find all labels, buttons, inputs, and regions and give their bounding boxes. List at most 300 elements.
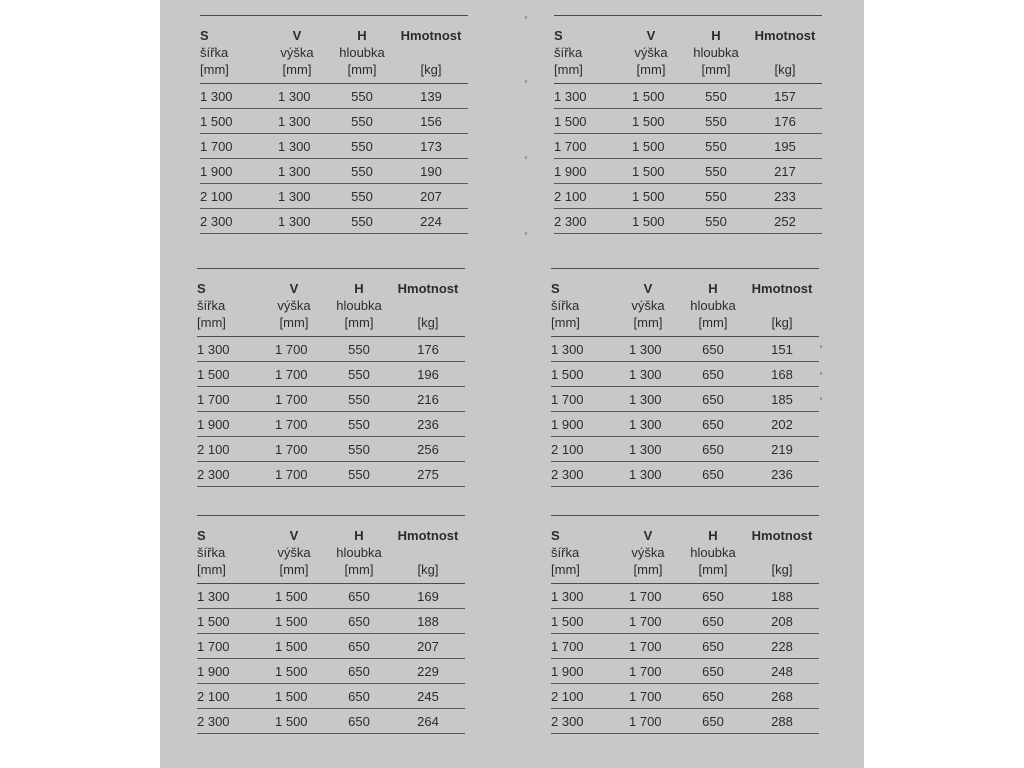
header-unit: [mm] — [633, 315, 663, 330]
table-cell: 650 — [348, 689, 370, 704]
table-row — [197, 362, 465, 387]
table-cell: 1 700 — [275, 417, 308, 432]
table-top-rule — [197, 268, 465, 269]
table-top-rule — [551, 268, 819, 269]
header-cell — [197, 527, 267, 578]
table-cell: 1 300 — [551, 342, 584, 357]
header-cell — [686, 27, 746, 78]
table-row — [197, 462, 465, 487]
row-rule — [197, 486, 465, 487]
table-cell: 1 500 — [632, 139, 665, 154]
table-cell: 650 — [702, 639, 724, 654]
header-name: hloubka — [690, 545, 736, 560]
table-row — [551, 609, 819, 634]
table-cell: 1 700 — [554, 139, 587, 154]
header-cell — [629, 280, 667, 331]
table-cell: 550 — [348, 442, 370, 457]
header-name: šířka — [197, 298, 226, 313]
gutter-mark — [820, 397, 822, 400]
table-cell: 176 — [774, 114, 796, 129]
table-cell: 264 — [417, 714, 439, 729]
header-cell — [747, 280, 817, 331]
table-cell: 2 300 — [551, 467, 584, 482]
table-row — [554, 134, 822, 159]
table-cell: 1 500 — [632, 214, 665, 229]
table-cell: 1 500 — [197, 614, 230, 629]
table-cell: 1 500 — [632, 164, 665, 179]
table-cell: 1 900 — [197, 664, 230, 679]
table-cell: 1 300 — [629, 342, 662, 357]
table-cell: 208 — [771, 614, 793, 629]
table-cell: 1 700 — [275, 342, 308, 357]
header-abbr: H — [354, 528, 364, 543]
table-cell: 217 — [774, 164, 796, 179]
table-cell: 1 700 — [629, 589, 662, 604]
table-cell: 202 — [771, 417, 793, 432]
table-row — [551, 659, 819, 684]
table-cell: 2 300 — [554, 214, 587, 229]
table-header — [554, 27, 822, 85]
table-cell: 2 100 — [197, 442, 230, 457]
header-unit: [kg] — [417, 315, 439, 330]
header-unit: [mm] — [197, 562, 226, 577]
table-row — [551, 412, 819, 437]
table-cell: 1 900 — [197, 417, 230, 432]
table-cell: 252 — [774, 214, 796, 229]
header-unit: [mm] — [701, 62, 731, 77]
table-header — [197, 527, 465, 585]
header-abbr: Hmotnost — [400, 28, 462, 43]
header-abbr: Hmotnost — [397, 528, 459, 543]
row-rule — [554, 233, 822, 234]
table-cell: 1 300 — [551, 589, 584, 604]
table-cell: 2 100 — [197, 689, 230, 704]
header-abbr: S — [197, 281, 206, 296]
table-cell: 650 — [702, 467, 724, 482]
table-cell: 1 500 — [632, 189, 665, 204]
header-unit: [mm] — [347, 62, 377, 77]
header-abbr: V — [646, 28, 656, 43]
table-top-rule — [197, 515, 465, 516]
row-rule — [551, 733, 819, 734]
table-cell: 1 700 — [629, 689, 662, 704]
header-abbr: Hmotnost — [751, 528, 813, 543]
table-cell: 1 900 — [551, 664, 584, 679]
table-row — [551, 709, 819, 734]
header-cell — [332, 27, 392, 78]
row-rule — [551, 486, 819, 487]
table-cell: 1 300 — [278, 139, 311, 154]
table-row — [554, 184, 822, 209]
table-cell: 650 — [702, 342, 724, 357]
header-abbr: H — [708, 528, 718, 543]
header-abbr: Hmotnost — [754, 28, 816, 43]
header-name — [393, 544, 463, 561]
table-cell: 1 500 — [275, 689, 308, 704]
table-cell: 650 — [348, 664, 370, 679]
header-cell — [275, 280, 313, 331]
table-cell: 1 300 — [629, 467, 662, 482]
table-cell: 550 — [705, 89, 727, 104]
table-cell: 550 — [348, 367, 370, 382]
table-row — [551, 634, 819, 659]
header-abbr: V — [289, 281, 299, 296]
table-cell: 550 — [348, 467, 370, 482]
table-cell: 1 500 — [275, 714, 308, 729]
header-abbr: S — [200, 28, 209, 43]
table-cell: 650 — [702, 367, 724, 382]
table-cell: 1 500 — [200, 114, 233, 129]
table-cell: 1 700 — [629, 614, 662, 629]
header-cell — [747, 527, 817, 578]
table-cell: 650 — [702, 614, 724, 629]
header-cell — [329, 527, 389, 578]
table-cell: 1 300 — [554, 89, 587, 104]
table-cell: 650 — [348, 614, 370, 629]
table-cell: 268 — [771, 689, 793, 704]
header-name: hloubka — [336, 545, 382, 560]
table-cell: 228 — [771, 639, 793, 654]
table-cell: 650 — [702, 689, 724, 704]
table-cell: 236 — [771, 467, 793, 482]
table-row — [197, 412, 465, 437]
table-cell: 2 100 — [551, 689, 584, 704]
header-cell — [329, 280, 389, 331]
table-cell: 207 — [420, 189, 442, 204]
table-row — [197, 684, 465, 709]
gutter-mark — [820, 345, 822, 348]
header-cell — [200, 27, 270, 78]
header-cell — [683, 280, 743, 331]
table-cell: 650 — [702, 442, 724, 457]
header-name — [393, 297, 463, 314]
header-unit: [mm] — [551, 562, 580, 577]
table-cell: 550 — [351, 139, 373, 154]
header-unit: [kg] — [771, 562, 793, 577]
header-cell — [554, 27, 624, 78]
table-cell: 229 — [417, 664, 439, 679]
header-name: výška — [277, 298, 311, 313]
header-name: hloubka — [339, 45, 385, 60]
table-cell: 1 300 — [278, 214, 311, 229]
table-cell: 195 — [774, 139, 796, 154]
header-unit: [mm] — [344, 315, 374, 330]
header-name: hloubka — [690, 298, 736, 313]
table-cell: 1 700 — [197, 639, 230, 654]
header-abbr: V — [289, 528, 299, 543]
gutter-mark — [525, 16, 527, 19]
header-cell — [278, 27, 316, 78]
table-row — [551, 584, 819, 609]
gutter-mark — [820, 372, 822, 375]
header-name: šířka — [551, 298, 580, 313]
table-cell: 1 500 — [275, 614, 308, 629]
table-cell: 1 500 — [554, 114, 587, 129]
table-cell: 151 — [771, 342, 793, 357]
table-top-rule — [551, 515, 819, 516]
table-row — [197, 709, 465, 734]
header-unit: [mm] — [200, 62, 229, 77]
table-row — [200, 209, 468, 234]
header-abbr: V — [292, 28, 302, 43]
table-cell: 1 500 — [632, 114, 665, 129]
table-cell: 550 — [351, 89, 373, 104]
table-cell: 550 — [705, 214, 727, 229]
gutter-mark — [525, 232, 527, 235]
header-unit: [mm] — [551, 315, 580, 330]
table-cell: 650 — [348, 639, 370, 654]
header-unit: [mm] — [197, 315, 226, 330]
header-name: šířka — [197, 545, 226, 560]
table-cell: 1 300 — [629, 367, 662, 382]
table-row — [554, 159, 822, 184]
table-cell: 550 — [351, 164, 373, 179]
header-unit: [kg] — [417, 562, 439, 577]
header-name: výška — [280, 45, 314, 60]
table-cell: 1 500 — [275, 664, 308, 679]
header-cell — [197, 280, 267, 331]
header-abbr: S — [551, 528, 560, 543]
table-cell: 550 — [351, 114, 373, 129]
table-cell: 2 300 — [197, 467, 230, 482]
table-cell: 1 300 — [200, 89, 233, 104]
table-cell: 2 100 — [554, 189, 587, 204]
table-cell: 1 500 — [632, 89, 665, 104]
header-cell — [632, 27, 670, 78]
header-abbr: V — [643, 281, 653, 296]
table-row — [200, 134, 468, 159]
table-cell: 650 — [702, 392, 724, 407]
table-row — [197, 609, 465, 634]
table-cell: 1 300 — [197, 589, 230, 604]
header-unit: [mm] — [282, 62, 312, 77]
table-cell: 1 900 — [554, 164, 587, 179]
table-cell: 1 700 — [629, 664, 662, 679]
header-cell — [629, 527, 667, 578]
table-row — [197, 387, 465, 412]
table-cell: 650 — [702, 589, 724, 604]
table-cell: 196 — [417, 367, 439, 382]
table-cell: 1 700 — [275, 392, 308, 407]
gutter-mark — [525, 156, 527, 159]
header-abbr: S — [554, 28, 563, 43]
header-name: hloubka — [336, 298, 382, 313]
header-cell — [683, 527, 743, 578]
table-cell: 245 — [417, 689, 439, 704]
table-cell: 219 — [771, 442, 793, 457]
table-cell: 1 900 — [200, 164, 233, 179]
table-cell: 1 300 — [629, 442, 662, 457]
header-name: výška — [277, 545, 311, 560]
table-cell: 1 700 — [197, 392, 230, 407]
table-row — [551, 462, 819, 487]
header-name — [747, 544, 817, 561]
table-row — [200, 159, 468, 184]
table-cell: 550 — [348, 417, 370, 432]
table-cell: 1 300 — [197, 342, 230, 357]
table-cell: 275 — [417, 467, 439, 482]
table-top-rule — [200, 15, 468, 16]
table-cell: 256 — [417, 442, 439, 457]
table-cell: 288 — [771, 714, 793, 729]
row-rule — [200, 233, 468, 234]
table-cell: 173 — [420, 139, 442, 154]
header-unit: [kg] — [420, 62, 442, 77]
table-cell: 2 300 — [197, 714, 230, 729]
header-name: výška — [631, 545, 665, 560]
table-top-rule — [554, 15, 822, 16]
header-name: výška — [634, 45, 668, 60]
table-row — [554, 84, 822, 109]
header-name: hloubka — [693, 45, 739, 60]
header-cell — [551, 527, 621, 578]
table-cell: 2 100 — [200, 189, 233, 204]
table-cell: 224 — [420, 214, 442, 229]
table-cell: 650 — [702, 417, 724, 432]
table-row — [197, 634, 465, 659]
table-cell: 176 — [417, 342, 439, 357]
header-unit: [mm] — [633, 562, 663, 577]
header-unit: [mm] — [636, 62, 666, 77]
header-unit: [mm] — [698, 562, 728, 577]
table-header — [551, 280, 819, 338]
table-row — [200, 109, 468, 134]
table-cell: 550 — [705, 114, 727, 129]
header-unit: [mm] — [554, 62, 583, 77]
table-cell: 1 700 — [275, 367, 308, 382]
table-header — [197, 280, 465, 338]
header-name — [747, 297, 817, 314]
table-cell: 1 700 — [200, 139, 233, 154]
table-row — [554, 109, 822, 134]
header-abbr: H — [708, 281, 718, 296]
header-name — [396, 44, 466, 61]
table-cell: 2 300 — [200, 214, 233, 229]
header-abbr: Hmotnost — [751, 281, 813, 296]
table-cell: 550 — [351, 189, 373, 204]
table-cell: 1 700 — [551, 639, 584, 654]
header-name: šířka — [200, 45, 229, 60]
table-cell: 1 500 — [275, 639, 308, 654]
table-cell: 1 500 — [551, 614, 584, 629]
table-header — [551, 527, 819, 585]
table-cell: 550 — [351, 214, 373, 229]
header-abbr: Hmotnost — [397, 281, 459, 296]
table-cell: 1 300 — [278, 114, 311, 129]
table-cell: 185 — [771, 392, 793, 407]
header-unit: [kg] — [771, 315, 793, 330]
header-unit: [mm] — [279, 315, 309, 330]
gutter-mark — [525, 80, 527, 83]
table-cell: 550 — [348, 342, 370, 357]
table-cell: 207 — [417, 639, 439, 654]
table-row — [551, 387, 819, 412]
table-cell: 1 300 — [629, 417, 662, 432]
table-cell: 1 700 — [629, 639, 662, 654]
table-cell: 1 300 — [278, 189, 311, 204]
table-row — [197, 437, 465, 462]
document-page — [160, 0, 864, 768]
table-cell: 1 700 — [275, 467, 308, 482]
table-row — [200, 84, 468, 109]
header-cell — [275, 527, 313, 578]
table-cell: 1 500 — [197, 367, 230, 382]
header-abbr: S — [551, 281, 560, 296]
table-cell: 2 100 — [551, 442, 584, 457]
table-cell: 550 — [348, 392, 370, 407]
header-cell — [393, 280, 463, 331]
table-cell: 550 — [705, 189, 727, 204]
table-cell: 188 — [417, 614, 439, 629]
table-cell: 1 500 — [551, 367, 584, 382]
table-cell: 233 — [774, 189, 796, 204]
table-cell: 156 — [420, 114, 442, 129]
table-row — [551, 437, 819, 462]
table-cell: 216 — [417, 392, 439, 407]
table-row — [200, 184, 468, 209]
header-abbr: H — [711, 28, 721, 43]
table-row — [197, 659, 465, 684]
table-cell: 1 500 — [275, 589, 308, 604]
table-cell: 188 — [771, 589, 793, 604]
header-unit: [kg] — [774, 62, 796, 77]
header-unit: [mm] — [698, 315, 728, 330]
table-row — [554, 209, 822, 234]
header-abbr: H — [357, 28, 367, 43]
header-cell — [551, 280, 621, 331]
header-abbr: S — [197, 528, 206, 543]
row-rule — [197, 733, 465, 734]
table-row — [197, 584, 465, 609]
header-abbr: V — [643, 528, 653, 543]
table-cell: 650 — [348, 589, 370, 604]
header-name: šířka — [554, 45, 583, 60]
header-cell — [396, 27, 466, 78]
table-cell: 1 900 — [551, 417, 584, 432]
table-row — [197, 337, 465, 362]
table-cell: 650 — [702, 714, 724, 729]
table-cell: 157 — [774, 89, 796, 104]
header-abbr: H — [354, 281, 364, 296]
table-cell: 550 — [705, 139, 727, 154]
header-unit: [mm] — [279, 562, 309, 577]
table-cell: 1 300 — [278, 164, 311, 179]
table-row — [551, 684, 819, 709]
table-cell: 650 — [348, 714, 370, 729]
table-header — [200, 27, 468, 85]
table-row — [551, 362, 819, 387]
header-name: šířka — [551, 545, 580, 560]
table-cell: 1 300 — [278, 89, 311, 104]
table-cell: 1 700 — [629, 714, 662, 729]
table-cell: 139 — [420, 89, 442, 104]
header-name: výška — [631, 298, 665, 313]
table-row — [551, 337, 819, 362]
table-cell: 1 300 — [629, 392, 662, 407]
table-cell: 236 — [417, 417, 439, 432]
table-cell: 2 300 — [551, 714, 584, 729]
table-cell: 169 — [417, 589, 439, 604]
header-cell — [750, 27, 820, 78]
header-cell — [393, 527, 463, 578]
table-cell: 190 — [420, 164, 442, 179]
header-unit: [mm] — [344, 562, 374, 577]
table-cell: 1 700 — [551, 392, 584, 407]
table-cell: 248 — [771, 664, 793, 679]
table-cell: 168 — [771, 367, 793, 382]
table-cell: 1 700 — [275, 442, 308, 457]
table-cell: 650 — [702, 664, 724, 679]
